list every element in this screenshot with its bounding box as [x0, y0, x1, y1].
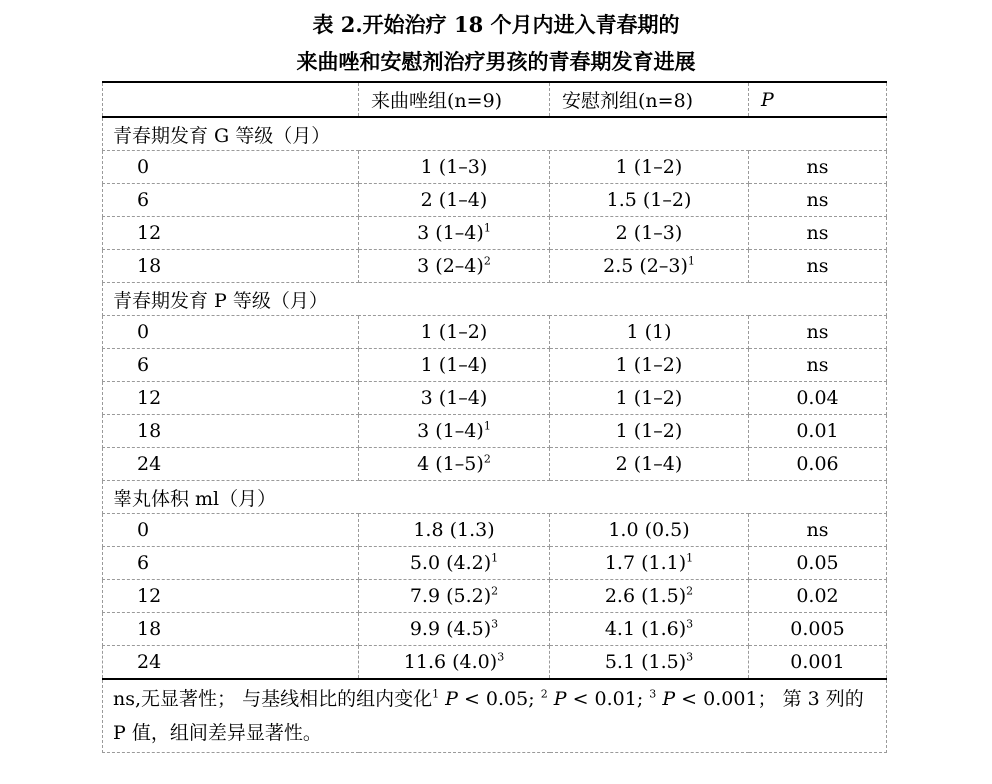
table-row — [103, 184, 887, 217]
month-cell: 6 — [103, 547, 359, 580]
table-row — [103, 382, 887, 415]
letrozole-cell — [359, 184, 550, 217]
month-cell: 12 — [103, 580, 359, 613]
p-value-cell: ns — [749, 184, 887, 217]
p-value-cell: ns — [749, 217, 887, 250]
footnote-text: ns,无显著性； 与基线相比的组内变化 — [113, 688, 433, 710]
p-value-cell: 0.06 — [749, 448, 887, 481]
placebo-cell-value: 5.1 (1.5) — [604, 651, 687, 673]
placebo-cell — [550, 613, 749, 646]
letrozole-cell — [359, 316, 550, 349]
p-value-cell: 0.001 — [749, 646, 887, 680]
month-cell: 0 — [103, 151, 359, 184]
placebo-cell-value: 2.5 (2–3) — [603, 255, 688, 277]
letrozole-cell-footnote-marker: 2 — [483, 254, 491, 268]
placebo-cell — [550, 580, 749, 613]
letrozole-cell — [359, 217, 550, 250]
letrozole-cell-footnote-marker: 1 — [491, 551, 499, 565]
placebo-cell-footnote-marker: 3 — [686, 650, 694, 664]
letrozole-cell-footnote-marker: 2 — [483, 452, 491, 466]
footnote-threshold: < 0.01; — [566, 688, 644, 710]
footnote-marker: 2 — [540, 687, 548, 701]
letrozole-cell-value: 11.6 (4.0) — [403, 651, 498, 673]
placebo-cell-value: 1 (1–2) — [615, 354, 683, 376]
footnote-p-symbol: P — [445, 688, 458, 710]
table-row — [103, 151, 887, 184]
header-blank — [103, 82, 359, 117]
placebo-cell — [550, 448, 749, 481]
placebo-cell — [550, 250, 749, 283]
letrozole-cell-value: 5.0 (4.2) — [409, 552, 492, 574]
placebo-cell — [550, 547, 749, 580]
footnote-p-symbol: P — [553, 688, 567, 710]
p-value-cell: 0.04 — [749, 382, 887, 415]
month-cell: 6 — [103, 349, 359, 382]
table-row — [103, 217, 887, 250]
month-cell: 18 — [103, 250, 359, 283]
placebo-cell-footnote-marker: 2 — [686, 584, 694, 598]
section-label: 青春期发育 P 等级（月） — [103, 283, 887, 316]
placebo-cell-footnote-marker: 1 — [687, 254, 695, 268]
results-table — [102, 81, 887, 753]
month-cell: 24 — [103, 646, 359, 680]
p-value-cell: ns — [749, 349, 887, 382]
placebo-cell — [550, 382, 749, 415]
placebo-cell-value: 1 (1–2) — [615, 156, 683, 178]
letrozole-cell-value: 2 (1–4) — [420, 189, 488, 211]
section-label: 青春期发育 G 等级（月） — [103, 117, 887, 151]
header-placebo: 安慰剂组(n=8) — [550, 82, 749, 117]
letrozole-cell-value: 7.9 (5.2) — [409, 585, 492, 607]
placebo-cell-footnote-marker: 3 — [686, 617, 694, 631]
footnote-threshold: < 0.05; — [457, 688, 535, 710]
letrozole-cell-footnote-marker: 1 — [483, 419, 491, 433]
letrozole-cell-footnote-marker: 2 — [491, 584, 499, 598]
placebo-cell-value: 1.0 (0.5) — [608, 519, 690, 541]
placebo-cell — [550, 217, 749, 250]
table-row — [103, 316, 887, 349]
letrozole-cell-value: 1 (1–2) — [420, 321, 488, 343]
letrozole-cell-value: 9.9 (4.5) — [409, 618, 492, 640]
placebo-cell — [550, 349, 749, 382]
letrozole-cell — [359, 547, 550, 580]
table-title-line-2: 来曲唑和安慰剂治疗男孩的青春期发育进展 — [296, 49, 696, 74]
placebo-cell-value: 2 (1–3) — [615, 222, 683, 244]
letrozole-cell — [359, 250, 550, 283]
table-row — [103, 547, 887, 580]
letrozole-cell-value: 3 (1–4) — [420, 387, 488, 409]
letrozole-cell-value: 3 (2–4) — [417, 255, 484, 277]
placebo-cell — [550, 646, 749, 680]
p-value-cell: ns — [749, 316, 887, 349]
p-value-cell: ns — [749, 514, 887, 547]
month-cell: 24 — [103, 448, 359, 481]
footnote-row — [103, 679, 887, 753]
header-p-value: P — [749, 82, 887, 117]
placebo-cell-value: 1.5 (1–2) — [606, 189, 692, 211]
letrozole-cell — [359, 151, 550, 184]
letrozole-cell — [359, 514, 550, 547]
footnote-threshold: < 0.001； 第 3 列的 P 值，组间差异显著性。 — [113, 688, 864, 744]
p-value-cell: ns — [749, 151, 887, 184]
table-row — [103, 580, 887, 613]
letrozole-cell — [359, 415, 550, 448]
month-cell: 0 — [103, 514, 359, 547]
footnote-marker: 3 — [649, 687, 657, 701]
table-row — [103, 250, 887, 283]
letrozole-cell-footnote-marker: 1 — [483, 221, 491, 235]
letrozole-cell — [359, 349, 550, 382]
month-cell: 18 — [103, 613, 359, 646]
month-cell: 6 — [103, 184, 359, 217]
table-row — [103, 349, 887, 382]
placebo-cell-value: 2.6 (1.5) — [604, 585, 687, 607]
p-value-cell: 0.005 — [749, 613, 887, 646]
placebo-cell-value: 1 (1–2) — [615, 387, 683, 409]
placebo-cell-value: 1 (1) — [626, 321, 672, 343]
letrozole-cell-value: 1.8 (1.3) — [413, 519, 495, 541]
letrozole-cell-value: 3 (1–4) — [417, 222, 484, 244]
table-row — [103, 415, 887, 448]
table-row — [103, 448, 887, 481]
letrozole-cell-value: 1 (1–3) — [420, 156, 488, 178]
letrozole-cell-footnote-marker: 3 — [491, 617, 499, 631]
placebo-cell-value: 4.1 (1.6) — [604, 618, 687, 640]
table-row — [103, 613, 887, 646]
p-value-cell: 0.02 — [749, 580, 887, 613]
p-value-cell: 0.05 — [749, 547, 887, 580]
month-cell: 0 — [103, 316, 359, 349]
footnote — [103, 679, 887, 753]
placebo-cell-value: 2 (1–4) — [615, 453, 683, 475]
footnote-marker: 1 — [432, 687, 440, 701]
section-row — [103, 283, 887, 316]
letrozole-cell — [359, 580, 550, 613]
placebo-cell-value: 1 (1–2) — [615, 420, 683, 442]
placebo-cell-footnote-marker: 1 — [686, 551, 694, 565]
letrozole-cell-value: 4 (1–5) — [417, 453, 484, 475]
month-cell: 12 — [103, 217, 359, 250]
table-row — [103, 514, 887, 547]
placebo-cell-value: 1.7 (1.1) — [604, 552, 687, 574]
letrozole-cell-value: 3 (1–4) — [417, 420, 484, 442]
month-cell: 12 — [103, 382, 359, 415]
header-row — [103, 82, 887, 117]
placebo-cell — [550, 415, 749, 448]
placebo-cell — [550, 514, 749, 547]
table-title-line-1: 表 2.开始治疗 18 个月内进入青春期的 — [312, 12, 680, 37]
section-row — [103, 117, 887, 151]
letrozole-cell-value: 1 (1–4) — [420, 354, 488, 376]
month-cell: 18 — [103, 415, 359, 448]
letrozole-cell — [359, 646, 550, 680]
header-letrozole: 来曲唑组(n=9) — [359, 82, 550, 117]
table-row — [103, 646, 887, 680]
placebo-cell — [550, 184, 749, 217]
letrozole-cell — [359, 382, 550, 415]
letrozole-cell-footnote-marker: 3 — [497, 650, 505, 664]
section-label: 睾丸体积 ml（月） — [103, 481, 887, 514]
footnote-p-symbol: P — [662, 688, 676, 710]
letrozole-cell — [359, 448, 550, 481]
p-value-cell: 0.01 — [749, 415, 887, 448]
section-row — [103, 481, 887, 514]
placebo-cell — [550, 316, 749, 349]
letrozole-cell — [359, 613, 550, 646]
placebo-cell — [550, 151, 749, 184]
p-value-cell: ns — [749, 250, 887, 283]
